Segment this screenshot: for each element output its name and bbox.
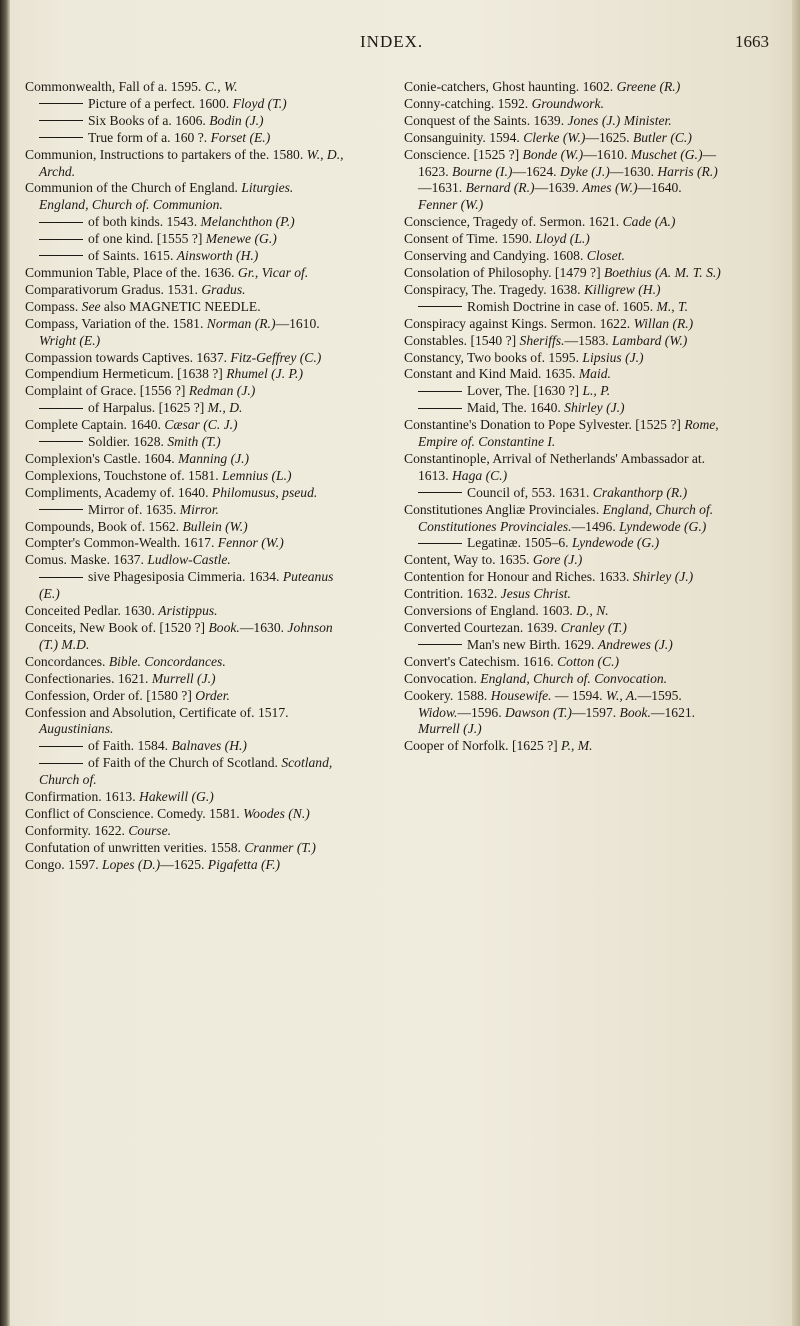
- index-entry: [25, 806, 345, 823]
- index-entry: [25, 705, 345, 739]
- index-reference: Harris (R.): [657, 163, 718, 179]
- index-text: Compounds, Book of. 1562.: [25, 518, 183, 534]
- index-reference: Gore (J.): [532, 552, 583, 568]
- index-text: Communion Table, Place of the. 1636.: [25, 264, 238, 280]
- index-text: —1597.: [571, 704, 620, 720]
- index-entry: [404, 316, 724, 333]
- index-entry: [404, 248, 724, 265]
- ditto-rule: [39, 120, 83, 121]
- index-reference: Rome, Empire of. Constantine I.: [418, 417, 719, 450]
- index-text: Conny-catching. 1592.: [404, 95, 532, 111]
- index-text: Concordances.: [25, 653, 109, 669]
- index-reference: M., T.: [656, 298, 688, 314]
- index-text: Constitutiones Angliæ Provinciales.: [404, 501, 603, 517]
- index-text: —1621.: [650, 704, 696, 720]
- index-entry: [25, 180, 345, 214]
- index-entry: [25, 840, 345, 857]
- index-text: Conie-catchers, Ghost haunting. 1602.: [404, 79, 617, 94]
- index-reference: Cæsar (C. J.): [164, 417, 238, 433]
- index-reference: W., A.: [605, 687, 638, 703]
- index-entry: [404, 586, 724, 603]
- index-reference: Order.: [195, 687, 230, 703]
- index-reference: Lyndewode (G.): [571, 535, 660, 551]
- index-text: Conversions of England. 1603.: [404, 603, 577, 619]
- index-text: Constant and Kind Maid. 1635.: [404, 366, 579, 382]
- ditto-rule: [39, 137, 83, 138]
- index-entry: [25, 79, 345, 96]
- index-entry: [25, 603, 345, 620]
- index-text: of Faith. 1584.: [88, 738, 172, 754]
- index-entry: [25, 535, 345, 552]
- index-text: Complexion's Castle. 1604.: [25, 450, 179, 466]
- index-entry: [25, 671, 345, 688]
- index-entry: [25, 620, 345, 654]
- index-reference: Johnson (T.) M.D.: [39, 620, 333, 652]
- index-reference: Jones (J.) Minister.: [567, 112, 672, 128]
- index-entry: [25, 654, 345, 671]
- index-subentry: [404, 383, 724, 400]
- index-text: Constancy, Two books of. 1595.: [404, 349, 583, 365]
- index-reference: Balnaves (H.): [171, 738, 247, 754]
- index-text: Legatinæ. 1505–6.: [467, 535, 572, 551]
- index-text: Commonwealth, Fall of a. 1595.: [25, 79, 205, 94]
- index-text: Picture of a perfect. 1600.: [88, 95, 233, 111]
- index-subentry: [25, 569, 345, 603]
- index-subentry: [25, 231, 345, 248]
- index-entry: [25, 468, 345, 485]
- index-text: —1595.: [637, 687, 682, 703]
- index-reference: England, Church of. Constitutiones Provinciales.: [418, 501, 714, 534]
- page-title: INDEX.: [360, 32, 424, 51]
- index-entry: [25, 688, 345, 705]
- index-text: of one kind. [1555 ?]: [88, 231, 206, 247]
- index-reference: Cotton (C.): [557, 653, 620, 669]
- index-text: Convocation.: [404, 670, 481, 686]
- index-entry: [25, 451, 345, 468]
- index-entry: [25, 147, 345, 181]
- index-text: Converted Courtezan. 1639.: [404, 620, 561, 635]
- ditto-rule: [39, 441, 83, 442]
- ditto-rule: [39, 408, 83, 409]
- index-text: of both kinds. 1543.: [88, 214, 201, 230]
- index-reference: Gradus.: [201, 281, 246, 297]
- index-reference: P., M.: [561, 738, 593, 754]
- index-entry: [404, 265, 724, 282]
- index-entry: [25, 299, 345, 316]
- index-reference: Murrell (J.): [151, 670, 216, 686]
- index-text: Complaint of Grace. [1556 ?]: [25, 383, 189, 399]
- index-entry: [404, 688, 724, 739]
- index-entry: [404, 451, 724, 485]
- index-entry: [404, 113, 724, 130]
- index-reference: Closet.: [586, 248, 625, 264]
- index-entry: [25, 519, 345, 536]
- index-reference: Maid.: [578, 366, 611, 382]
- index-entry: [404, 417, 724, 451]
- index-reference: Muschet (G.): [630, 146, 703, 162]
- index-text: Content, Way to. 1635.: [404, 552, 533, 568]
- index-reference: Sheriffs.: [519, 332, 565, 348]
- index-entry: [404, 603, 724, 620]
- index-reference: Fenner (W.): [418, 197, 484, 213]
- index-text: of Harpalus. [1625 ?]: [88, 400, 208, 416]
- ditto-rule: [39, 509, 83, 510]
- index-text: Six Books of a. 1606.: [88, 112, 210, 128]
- index-text: Romish Doctrine in case of. 1605.: [467, 298, 657, 314]
- index-text: also MAGNETIC NEEDLE.: [100, 298, 261, 314]
- index-text: Compass, Variation of the. 1581.: [25, 315, 207, 331]
- index-text: Consolation of Philosophy. [1479 ?]: [404, 264, 604, 280]
- index-reference: Greene (R.): [616, 79, 681, 94]
- index-reference: Killigrew (H.): [583, 281, 661, 297]
- index-subentry: [25, 738, 345, 755]
- index-text: Confession and Absolution, Certificate of. 1517.: [25, 704, 289, 720]
- index-text: Conceits, New Book of. [1520 ?]: [25, 620, 209, 635]
- index-reference: Bonde (W.): [522, 146, 584, 162]
- index-reference: Murrell (J.): [418, 721, 482, 737]
- index-entry: [404, 502, 724, 536]
- index-entry: [404, 130, 724, 147]
- index-text: Consent of Time. 1590.: [404, 231, 536, 247]
- index-reference: Butler (C.): [632, 129, 692, 145]
- index-subentry: [404, 299, 724, 316]
- index-entry: [25, 789, 345, 806]
- index-text: —1639.: [534, 180, 583, 196]
- index-text: —1610.: [275, 315, 320, 331]
- index-reference: Mirror.: [179, 501, 219, 517]
- index-entry: [404, 654, 724, 671]
- index-entry: [25, 857, 345, 874]
- index-reference: Andrewes (J.): [597, 636, 673, 652]
- index-entry: [25, 282, 345, 299]
- index-text: Complexions, Touchstone of. 1581.: [25, 467, 223, 483]
- index-text: Conspiracy, The. Tragedy. 1638.: [404, 281, 584, 297]
- index-column-left: [25, 79, 345, 874]
- index-entry: [404, 671, 724, 688]
- index-text: Contention for Honour and Riches. 1633.: [404, 569, 633, 585]
- index-reference: Jesus Christ.: [500, 586, 571, 602]
- index-reference: Puteanus (E.): [39, 569, 334, 602]
- index-subentry: [404, 485, 724, 502]
- index-reference: Gr., Vicar of.: [237, 264, 309, 280]
- index-entry: [404, 96, 724, 113]
- index-reference: Fitz-Geffrey (C.): [230, 349, 322, 365]
- index-entry: [404, 738, 724, 755]
- index-reference: Philomusus, pseud.: [211, 484, 318, 500]
- index-column-right: [404, 79, 724, 755]
- index-reference: Bernard (R.): [465, 180, 535, 196]
- index-reference: Floyd (T.): [232, 95, 287, 111]
- running-header: [0, 18, 800, 51]
- index-text: Council of, 553. 1631.: [467, 484, 593, 500]
- index-reference: Redman (J.): [188, 383, 256, 399]
- index-entry: [25, 383, 345, 400]
- index-entry: [404, 214, 724, 231]
- index-reference: M., D.: [207, 400, 243, 416]
- index-reference: Haga (C.): [451, 467, 508, 483]
- index-text: Constantine's Donation to Pope Sylvester. [1525 ?]: [404, 417, 685, 433]
- index-reference: Dyke (J.): [559, 163, 610, 179]
- index-reference: Forset (E.): [210, 129, 271, 145]
- index-reference: Course.: [128, 822, 172, 838]
- page-number: 1663: [735, 32, 769, 51]
- index-reference: Book.: [619, 704, 651, 720]
- index-reference: C., W.: [204, 79, 238, 94]
- ditto-rule: [418, 391, 462, 392]
- index-text: — 1594.: [551, 687, 606, 703]
- index-reference: Lambard (W.): [612, 332, 688, 348]
- index-text: Convert's Catechism. 1616.: [404, 653, 558, 669]
- index-text: —1631.: [418, 180, 466, 196]
- index-text: Constantinople, Arrival of Netherlands' Ambassador at. 1613.: [404, 450, 706, 483]
- index-reference: Lemnius (L.): [222, 467, 292, 483]
- index-text: Confirmation. 1613.: [25, 789, 140, 805]
- index-subentry: [25, 130, 345, 147]
- index-reference: Boethius (A. M. T. S.): [604, 264, 721, 280]
- index-text: Congo. 1597.: [25, 856, 103, 872]
- ditto-rule: [39, 239, 83, 240]
- index-reference: Bible. Concordances.: [108, 653, 226, 669]
- index-reference: Fennor (W.): [217, 535, 284, 551]
- index-text: Mirror of. 1635.: [88, 501, 180, 517]
- ditto-rule: [418, 408, 462, 409]
- index-reference: Woodes (N.): [243, 805, 310, 821]
- index-text: Comparativorum Gradus. 1531.: [25, 281, 202, 297]
- index-entry: [404, 552, 724, 569]
- index-subentry: [25, 113, 345, 130]
- index-reference: L., P.: [582, 383, 611, 399]
- ditto-rule: [39, 255, 83, 256]
- index-reference: Groundwork.: [531, 95, 604, 111]
- index-text: Soldier. 1628.: [88, 434, 168, 450]
- index-text: Conceited Pedlar. 1630.: [25, 603, 159, 619]
- index-text: Confutation of unwritten verities. 1558.: [25, 839, 245, 855]
- index-subentry: [25, 96, 345, 113]
- index-reference: Norman (R.): [206, 315, 276, 331]
- index-reference: Smith (T.): [167, 434, 221, 450]
- index-text: Consanguinity. 1594.: [404, 129, 524, 145]
- index-entry: [25, 552, 345, 569]
- index-subentry: [25, 214, 345, 231]
- ditto-rule: [418, 543, 462, 544]
- index-text: Conformity. 1622.: [25, 822, 129, 838]
- index-reference: Cade (A.): [622, 214, 676, 230]
- index-text: Conflict of Conscience. Comedy. 1581.: [25, 805, 244, 821]
- index-reference: Pigafetta (F.): [207, 856, 281, 872]
- index-text: Lover, The. [1630 ?]: [467, 383, 583, 399]
- index-text: —1625.: [160, 856, 208, 872]
- index-reference: Willan (R.): [633, 315, 694, 331]
- index-text: Contrition. 1632.: [404, 586, 501, 602]
- index-text: Comus. Maske. 1637.: [25, 552, 148, 568]
- index-reference: Wright (E.): [39, 332, 101, 348]
- index-text: Compliments, Academy of. 1640.: [25, 484, 212, 500]
- index-entry: [404, 333, 724, 350]
- index-reference: Lopes (D.): [102, 856, 161, 872]
- index-entry: [25, 265, 345, 282]
- index-entry: [25, 316, 345, 350]
- index-entry: [404, 569, 724, 586]
- index-text: —1630.: [239, 620, 288, 635]
- index-subentry: [25, 400, 345, 417]
- index-reference: Widow.: [418, 704, 458, 720]
- ditto-rule: [39, 763, 83, 764]
- index-text: Communion, Instructions to partakers of the. 1580.: [25, 146, 307, 162]
- index-reference: Ames (W.): [582, 180, 638, 196]
- index-reference: Bullein (W.): [182, 518, 248, 534]
- index-text: Conscience, Tragedy of. Sermon. 1621.: [404, 214, 623, 230]
- index-text: —1624.: [512, 163, 560, 179]
- index-reference: Lyndewode (G.): [619, 518, 707, 534]
- index-reference: W., D., Archd.: [39, 146, 344, 179]
- index-text: Compass.: [25, 298, 82, 314]
- index-reference: Ludlow-Castle.: [147, 552, 231, 568]
- index-text: Compassion towards Captives. 1637.: [25, 349, 231, 365]
- index-entry: [25, 350, 345, 367]
- index-text: of Saints. 1615.: [88, 248, 177, 264]
- index-text: —1496.: [571, 518, 620, 534]
- index-reference: Bodin (J.): [209, 112, 264, 128]
- ditto-rule: [39, 103, 83, 104]
- index-reference: England, Church of. Convocation.: [480, 670, 668, 686]
- index-reference: Housewife.: [490, 687, 552, 703]
- index-text: Cookery. 1588.: [404, 687, 491, 703]
- book-spine-shadow: [0, 0, 10, 1326]
- index-reference: Manning (J.): [178, 450, 250, 466]
- index-subentry: [404, 637, 724, 654]
- index-text: of Faith of the Church of Scotland.: [88, 755, 282, 771]
- index-text: Maid, The. 1640.: [467, 400, 565, 416]
- index-text: Confession, Order of. [1580 ?]: [25, 687, 196, 703]
- index-entry: [404, 147, 724, 215]
- index-text: Cooper of Norfolk. [1625 ?]: [404, 738, 562, 754]
- index-text: —1610.: [583, 146, 631, 162]
- index-subentry: [25, 755, 345, 789]
- index-text: —1640.: [637, 180, 682, 196]
- index-entry: [404, 350, 724, 367]
- ditto-rule: [418, 644, 462, 645]
- index-entry: [404, 282, 724, 299]
- index-reference: Clerke (W.): [523, 129, 586, 145]
- index-text: Constables. [1540 ?]: [404, 332, 520, 348]
- index-reference: Dawson (T.): [504, 704, 572, 720]
- ditto-rule: [39, 222, 83, 223]
- index-reference: Crakanthorp (R.): [592, 484, 688, 500]
- index-reference: Liturgies. England, Church of. Communion.: [39, 180, 294, 213]
- index-reference: Hakewill (G.): [139, 789, 214, 805]
- index-text: —1630.: [609, 163, 658, 179]
- index-reference: Aristippus.: [158, 603, 218, 619]
- index-text: Conscience. [1525 ?]: [404, 146, 523, 162]
- index-entry: [404, 366, 724, 383]
- index-subentry: [25, 434, 345, 451]
- index-subentry: [404, 535, 724, 552]
- ditto-rule: [39, 577, 83, 578]
- index-reference: Bourne (I.): [451, 163, 513, 179]
- index-reference: Rhumel (J. P.): [226, 366, 303, 382]
- index-reference: Shirley (J.): [632, 569, 694, 585]
- index-text: Communion of the Church of England.: [25, 180, 242, 196]
- index-reference: Lipsius (J.): [582, 349, 644, 365]
- index-reference: Book.: [208, 620, 240, 635]
- index-entry: [25, 417, 345, 434]
- index-text: —1596.: [457, 704, 505, 720]
- index-subentry: [25, 248, 345, 265]
- index-text: Conspiracy against Kings. Sermon. 1622.: [404, 315, 634, 331]
- index-text: Conserving and Candying. 1608.: [404, 248, 587, 264]
- index-reference: Scotland, Church of.: [39, 755, 333, 788]
- index-reference: Cranmer (T.): [244, 839, 316, 855]
- index-reference: D., N.: [576, 603, 609, 619]
- page-edge: [792, 0, 800, 1326]
- index-text: Complete Captain. 1640.: [25, 417, 165, 433]
- index-entry: [404, 620, 724, 637]
- index-text: —1623.: [418, 146, 717, 179]
- index-reference: Melanchthon (P.): [200, 214, 295, 230]
- index-entry: [404, 231, 724, 248]
- index-entry: [25, 823, 345, 840]
- ditto-rule: [418, 492, 462, 493]
- index-reference: Shirley (J.): [564, 400, 625, 416]
- index-reference: See: [81, 298, 101, 314]
- index-subentry: [404, 400, 724, 417]
- index-text: Confectionaries. 1621.: [25, 670, 152, 686]
- index-entry: [25, 366, 345, 383]
- index-text: Conquest of the Saints. 1639.: [404, 112, 568, 128]
- ditto-rule: [39, 746, 83, 747]
- index-text: Compter's Common-Wealth. 1617.: [25, 535, 218, 551]
- index-text: Man's new Birth. 1629.: [467, 636, 598, 652]
- index-text: —1583.: [564, 332, 613, 348]
- index-reference: Augustinians.: [39, 721, 114, 737]
- index-text: True form of a. 160 ?.: [88, 129, 211, 145]
- index-reference: Cranley (T.): [560, 620, 627, 635]
- index-text: sive Phagesiposia Cimmeria. 1634.: [88, 569, 283, 585]
- index-entry: [25, 485, 345, 502]
- index-text: —1625.: [585, 129, 633, 145]
- index-text: Compendium Hermeticum. [1638 ?]: [25, 366, 227, 382]
- ditto-rule: [418, 306, 462, 307]
- index-reference: Lloyd (L.): [535, 231, 590, 247]
- index-reference: Menewe (G.): [205, 231, 277, 247]
- index-reference: Ainsworth (H.): [176, 248, 259, 264]
- index-subentry: [25, 502, 345, 519]
- index-entry: [404, 79, 724, 96]
